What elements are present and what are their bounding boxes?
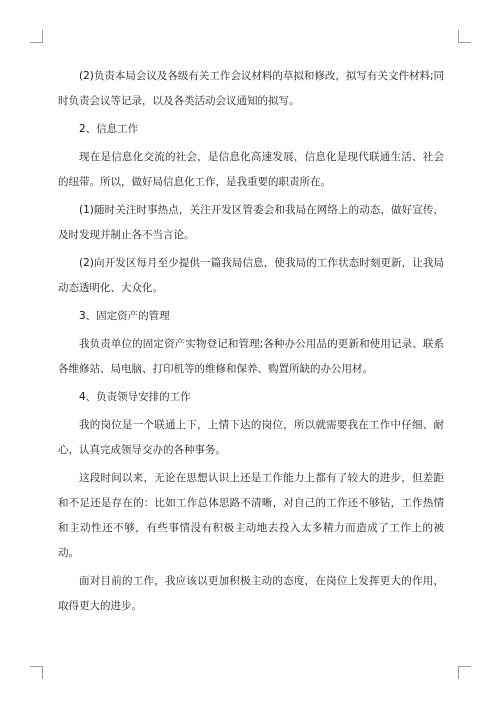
paragraph: 现在是信息化交流的社会，是信息化高速发展，信息化是现代联通生活、社会的纽带。所以，做好局信息化工作，是我重要的职责所在。 (58, 151, 444, 188)
paragraph: (2)负责本局会议及各级有关工作会议材料的草拟和修改，拟写有关文件材料;同时负责会议等记录，以及各类活动会议通知的拟写。 (58, 70, 444, 107)
section-heading: 2、信息工作 (79, 123, 139, 135)
document-body (58, 64, 444, 622)
crop-mark-top-left (30, 30, 43, 43)
paragraph: (1)随时关注时事热点，关注开发区管委会和我局在网络上的动态，做好宣传，及时发现并制止各不当言论。 (58, 204, 444, 241)
paragraph: 我的岗位是一个联通上下，上情下达的岗位，所以就需要我在工作中仔细、耐心，认真完成领导交办的各种事务。 (58, 419, 444, 456)
section-heading: 4、负责领导安排的工作 (79, 391, 191, 403)
paragraph: (2)向开发区每月至少提供一篇我局信息，使我局的工作状态时刻更新，让我局动态透明化、大众化。 (58, 257, 444, 294)
paragraph: 这段时间以来，无论在思想认识上还是工作能力上都有了较大的进步，但差距和不足还是存在的：比如工作总体思路不清晰，对自己的工作还不够钻，工作热情和主动性还不够，有些事情没有积极主动地去投入太多精力而造成了工作上的被动。 (58, 472, 444, 559)
crop-mark-bottom-right (458, 666, 471, 679)
section-heading: 3、固定资产的管理 (79, 310, 170, 322)
paragraph: 我负责单位的固定资产实物登记和管理;各种办公用品的更新和使用记录、联系各维修站、局电脑、打印机等的维修和保养、购置所缺的办公用材。 (58, 338, 444, 375)
crop-mark-bottom-left (30, 666, 43, 679)
paragraph: 面对目前的工作，我应该以更加积极主动的态度，在岗位上发挥更大的作用，取得更大的进步。 (58, 575, 444, 612)
crop-mark-top-right (458, 30, 471, 43)
